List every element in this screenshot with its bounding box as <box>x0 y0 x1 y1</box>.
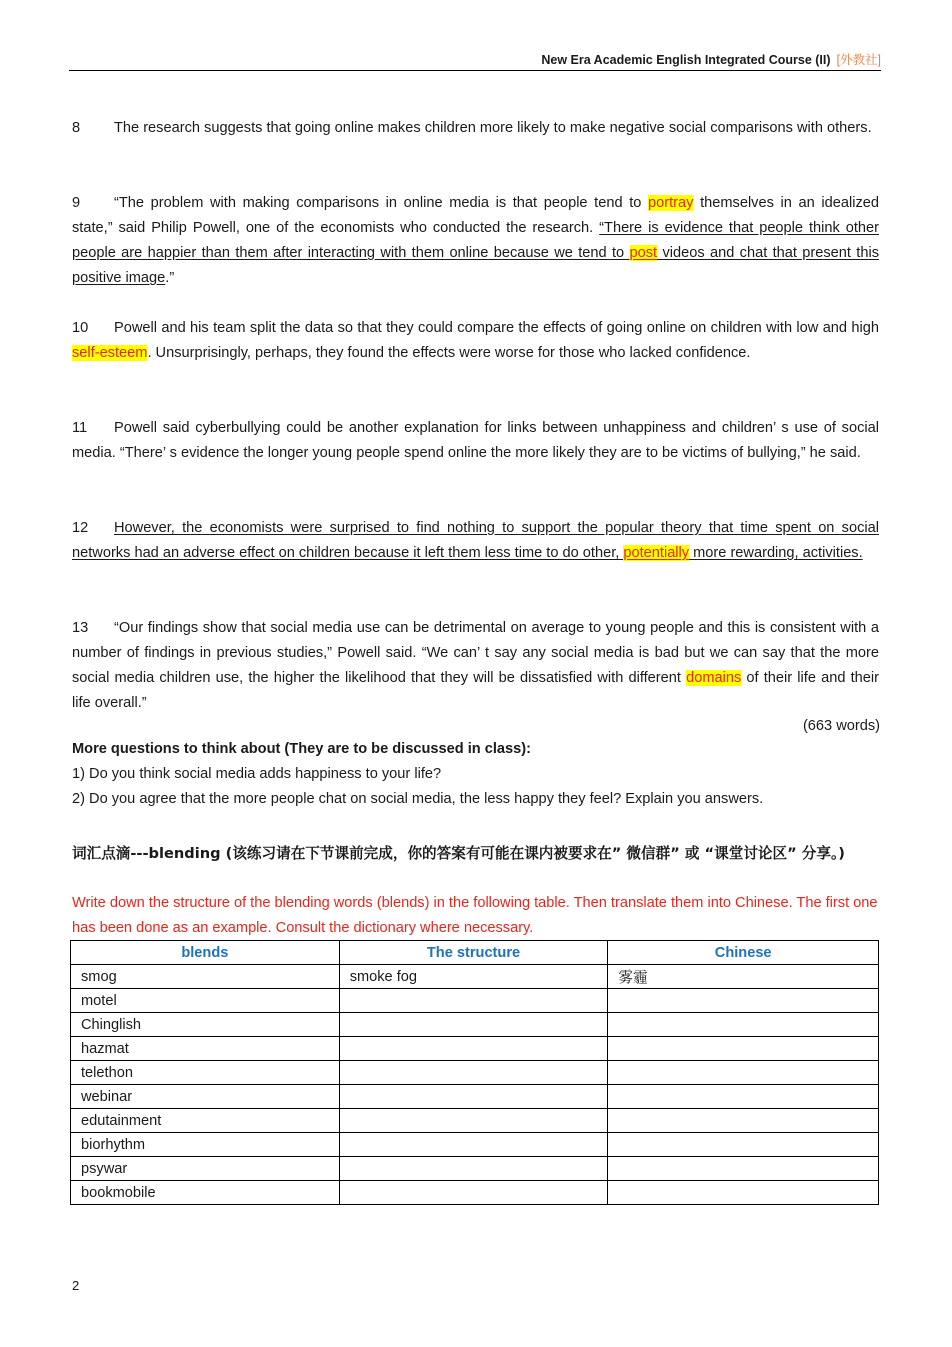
paragraph-number: 10 <box>72 320 89 336</box>
blend-cell: telethon <box>71 1061 340 1085</box>
word-count: (663 words) <box>802 718 880 734</box>
blend-cell: psywar <box>71 1157 340 1181</box>
underlined-text: videos and chat that present this positive image <box>72 245 879 286</box>
header-structure: The structure <box>339 941 608 965</box>
chinese-cell[interactable] <box>608 1157 879 1181</box>
paragraph-13 <box>72 616 879 716</box>
structure-cell[interactable] <box>339 989 608 1013</box>
questions-title: More questions to think about (They are to be discussed in class): <box>72 741 531 757</box>
paragraph-text: of their life and their life overall.” <box>72 670 879 711</box>
chinese-cell[interactable] <box>608 1061 879 1085</box>
table-row <box>71 1157 879 1181</box>
page-number: 2 <box>72 1278 80 1293</box>
table-row <box>71 1181 879 1205</box>
table-row <box>71 989 879 1013</box>
blends-table <box>70 940 879 1205</box>
vocab-instructions: Write down the structure of the blending words (blends) in the following table. Then translate them into Chinese. The first one has been done as an example. Consult the dictionary where necessary. <box>72 895 878 936</box>
highlight-word: domains <box>686 670 742 686</box>
paragraph-text: themselves in an idealized state,” said Philip Powell, one of the economists who conducted the research. <box>72 195 879 236</box>
paragraph-10 <box>72 316 879 366</box>
structure-cell[interactable] <box>339 1181 608 1205</box>
paragraph-12 <box>72 516 879 566</box>
structure-cell[interactable] <box>339 1157 608 1181</box>
paragraph-number: 11 <box>72 420 88 436</box>
structure-cell[interactable] <box>339 1085 608 1109</box>
paragraph-8 <box>72 116 879 141</box>
chinese-cell[interactable] <box>608 1085 879 1109</box>
chinese-cell[interactable] <box>608 1037 879 1061</box>
highlight-word: potentially <box>623 545 690 561</box>
chinese-cell[interactable] <box>608 1109 879 1133</box>
paragraph-number: 8 <box>72 120 81 136</box>
table-row <box>71 1013 879 1037</box>
blend-cell: Chinglish <box>71 1013 340 1037</box>
chinese-cell[interactable] <box>608 989 879 1013</box>
publisher-tag: [外教社] <box>836 53 881 67</box>
highlight-word: portray <box>648 195 694 211</box>
blend-cell: hazmat <box>71 1037 340 1061</box>
paragraph-9 <box>72 191 879 291</box>
blend-cell: webinar <box>71 1085 340 1109</box>
underlined-text: However, the economists were surprised to find nothing to support the popular theory that time spent on social networks had an adverse effect on children because it left them less time to do other, <box>72 520 879 561</box>
structure-cell[interactable] <box>339 1061 608 1085</box>
structure-cell[interactable] <box>339 1013 608 1037</box>
page-header <box>69 50 881 71</box>
table-row <box>71 965 879 989</box>
blend-cell: smog <box>71 965 340 989</box>
paragraph-text: “The problem with making comparisons in online media is that people tend to <box>114 195 649 211</box>
table-row <box>71 1109 879 1133</box>
structure-cell[interactable] <box>339 1037 608 1061</box>
paragraph-number: 9 <box>72 195 81 211</box>
paragraph-number: 12 <box>72 520 89 536</box>
paragraph-text: The research suggests that going online makes children more likely to make negative social comparisons with others. <box>114 120 872 136</box>
table-row <box>71 1061 879 1085</box>
table-row <box>71 1037 879 1061</box>
structure-cell[interactable] <box>339 1133 608 1157</box>
blend-cell: motel <box>71 989 340 1013</box>
header-chinese: Chinese <box>608 941 879 965</box>
paragraph-text: Powell said cyberbullying could be another explanation for links between unhappiness and children’ s use of social media. “There’ s evidence the longer young people spend online the more likely they are to be victims of bullying,” he said. <box>72 420 879 461</box>
blend-cell: bookmobile <box>71 1181 340 1205</box>
highlight-word: post <box>629 245 658 261</box>
highlight-word: self-esteem <box>72 345 148 361</box>
chinese-cell[interactable] <box>608 1133 879 1157</box>
vocab-section-title: 词汇点滴---blending (该练习请在下节课前完成，你的答案有可能在课内被要求在” 微信群” 或 “课堂讨论区” 分享。) <box>72 845 845 862</box>
paragraph-text: . Unsurprisingly, perhaps, they found the effects were worse for those who lacked confidence. <box>147 345 751 361</box>
header-blends: blends <box>71 941 340 965</box>
chinese-cell: 雾霾 <box>608 965 879 989</box>
blend-cell: edutainment <box>71 1109 340 1133</box>
chinese-cell[interactable] <box>608 1013 879 1037</box>
question-2: 2) Do you agree that the more people chat on social media, the less happy they feel? Explain you answers. <box>72 791 764 807</box>
blend-cell: biorhythm <box>71 1133 340 1157</box>
chinese-cell[interactable] <box>608 1181 879 1205</box>
underlined-text: more rewarding, activities. <box>689 545 863 561</box>
paragraph-text: “Our findings show that social media use can be detrimental on average to young people and this is consistent with a number of findings in previous studies,” Powell said. “We can’ t say any social media is bad but we can say that the more social media children use, the higher the likelihood that they will be dissatisfied with different <box>72 620 879 686</box>
paragraph-text: .” <box>165 270 175 286</box>
structure-cell: smoke fog <box>339 965 608 989</box>
course-title: New Era Academic English Integrated Course (II) <box>541 53 831 67</box>
structure-cell[interactable] <box>339 1109 608 1133</box>
table-header-row <box>71 941 879 965</box>
question-1: 1) Do you think social media adds happiness to your life? <box>72 766 442 782</box>
paragraph-11 <box>72 416 879 466</box>
paragraph-text: Powell and his team split the data so that they could compare the effects of going online on children with low and high <box>114 320 879 336</box>
table-row <box>71 1133 879 1157</box>
paragraph-number: 13 <box>72 620 89 636</box>
underlined-text: “There is evidence that people think other people are happier than them after interacting with them online because we tend to <box>72 220 879 261</box>
table-row <box>71 1085 879 1109</box>
